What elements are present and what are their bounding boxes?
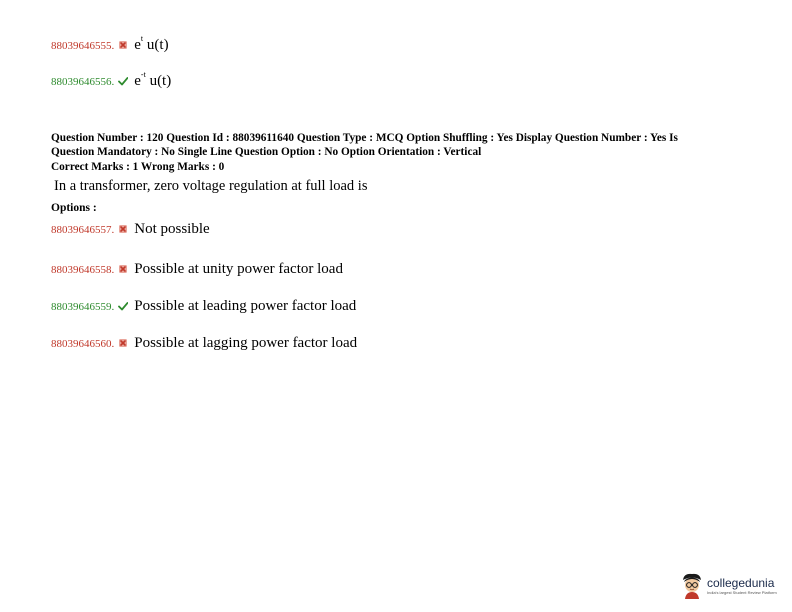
option-text: Possible at lagging power factor load xyxy=(134,335,358,351)
option-row xyxy=(51,298,356,315)
options-label: Options : xyxy=(51,202,97,214)
question-marks: Correct Marks : 1 Wrong Marks : 0 xyxy=(51,161,225,173)
option-id: 88039646560. xyxy=(51,338,115,350)
option-id: 88039646555. xyxy=(51,40,115,52)
option-row xyxy=(51,221,210,238)
option-id: 88039646556. xyxy=(51,76,115,88)
mascot-icon xyxy=(680,572,704,600)
option-formula: $e^t$ u(t) xyxy=(134,34,169,53)
option-row xyxy=(51,261,343,278)
cross-icon xyxy=(118,338,128,348)
question-meta: Question Mandatory : No Single Line Question Option : No Option Orientation : Vertical xyxy=(51,146,482,158)
option-id: 88039646557. xyxy=(51,224,115,236)
option-text: Not possible xyxy=(134,221,210,237)
option-text: Possible at unity power factor load xyxy=(134,261,343,277)
cross-icon xyxy=(118,224,128,234)
option-text: Possible at leading power factor load xyxy=(134,298,357,314)
option-row xyxy=(51,36,169,54)
option-row xyxy=(51,72,171,90)
cross-icon xyxy=(118,264,128,274)
collegedunia-logo xyxy=(680,572,777,600)
logo-name: collegedunia xyxy=(707,576,775,590)
cross-icon xyxy=(118,40,128,50)
option-id: 88039646559. xyxy=(51,301,115,313)
option-row xyxy=(51,335,357,352)
logo-tagline: India's largest Student Review Platform xyxy=(707,590,777,595)
question-text: In a transformer, zero voltage regulation at full load is xyxy=(54,178,368,194)
check-icon xyxy=(118,301,128,311)
option-formula: $e^{-t}$ u(t) xyxy=(134,70,172,89)
option-id: 88039646558. xyxy=(51,264,115,276)
question-meta: Question Number : 120 Question Id : 88039611640 Question Type : MCQ Option Shuffling : Yes Display Question Number : Yes Is xyxy=(51,132,678,144)
check-icon xyxy=(118,76,128,86)
